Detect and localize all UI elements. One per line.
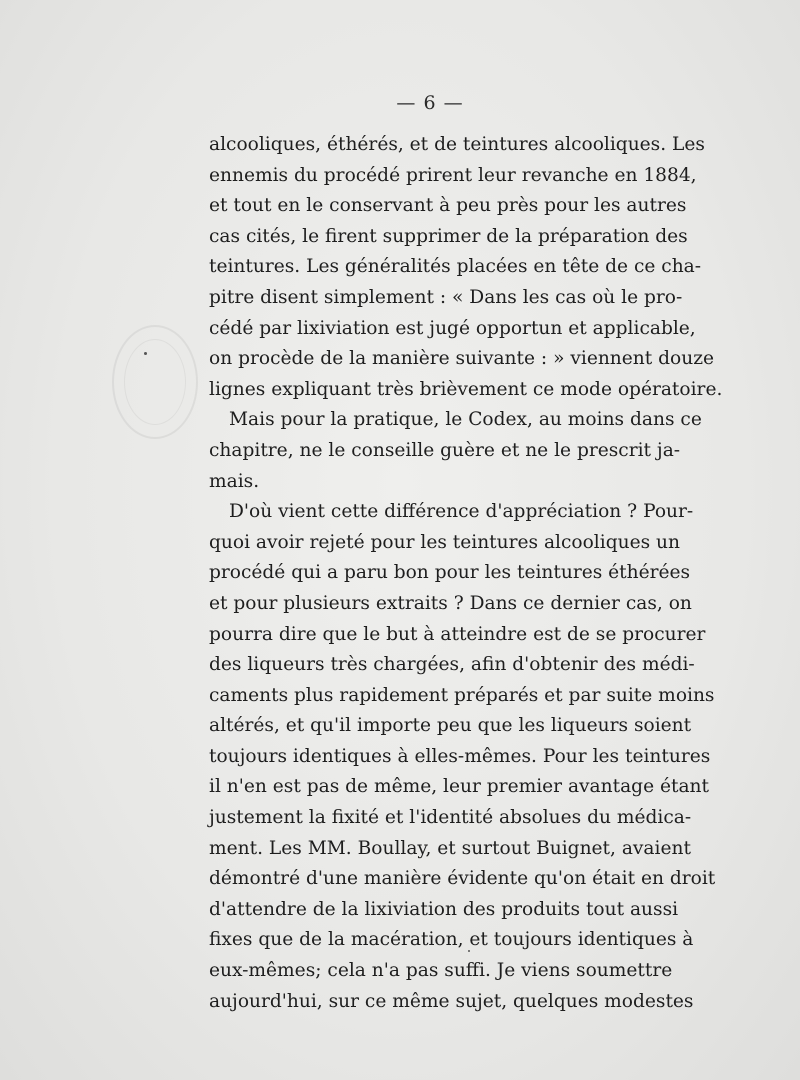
text-line: pitre disent simplement : « Dans les cas où le pro- <box>209 286 683 308</box>
text-line: fixes que de la macération, et toujours identiques à <box>209 929 694 951</box>
text-line: Mais pour la pratique, le Codex, au moins dans ce <box>229 409 702 431</box>
text-line: chapitre, ne le conseille guère et ne le prescrit ja- <box>209 439 681 461</box>
text-line: D'où vient cette différence d'appréciation ? Pour- <box>229 501 694 523</box>
text-line: ment. Les MM. Boullay, et surtout Buignet, avaient <box>209 837 691 859</box>
text-line: caments plus rapidement préparés et par suite moins <box>209 684 715 706</box>
body-text <box>209 130 723 1017</box>
text-line: eux-mêmes; cela n'a pas suffi. Je viens soumettre <box>209 960 673 982</box>
library-stamp <box>112 325 198 439</box>
text-line: pourra dire que le but à atteindre est de se procurer <box>209 623 706 645</box>
text-line: aujourd'hui, sur ce même sujet, quelques modestes <box>209 990 694 1012</box>
text-line: cas cités, le firent supprimer de la préparation des <box>209 225 688 247</box>
text-line: altérés, et qu'il importe peu que les liqueurs soient <box>209 715 692 737</box>
text-line: cédé par lixiviation est jugé opportun et applicable, <box>209 317 696 339</box>
text-line: teintures. Les généralités placées en tête de ce cha- <box>209 256 702 278</box>
text-line: d'attendre de la lixiviation des produits tout aussi <box>209 898 679 920</box>
text-line: démontré d'une manière évidente qu'on était en droit <box>209 868 716 890</box>
text-line: on procède de la manière suivante : » viennent douze <box>209 348 715 370</box>
text-line: des liqueurs très chargées, afin d'obtenir des médi- <box>209 654 695 676</box>
text-line: il n'en est pas de même, leur premier avantage étant <box>209 776 709 798</box>
text-line: procédé qui a paru bon pour les teintures éthérées <box>209 562 691 584</box>
text-line: lignes expliquant très brièvement ce mode opératoire. <box>209 378 723 400</box>
text-line: et tout en le conservant à peu près pour les autres <box>209 195 687 217</box>
text-line: quoi avoir rejeté pour les teintures alcooliques un <box>209 531 680 553</box>
text-line: alcooliques, éthérés, et de teintures alcooliques. Les <box>209 134 705 155</box>
text-line: mais. <box>209 470 260 492</box>
text-line: justement la fixité et l'identité absolues du médica- <box>209 807 692 829</box>
text-line: et pour plusieurs extraits ? Dans ce dernier cas, on <box>209 592 692 614</box>
page-number: — 6 — <box>396 92 464 114</box>
text-line: toujours identiques à elles-mêmes. Pour les teintures <box>209 745 711 767</box>
ink-speck <box>144 352 147 355</box>
text-line: ennemis du procédé prirent leur revanche en 1884, <box>209 164 697 186</box>
